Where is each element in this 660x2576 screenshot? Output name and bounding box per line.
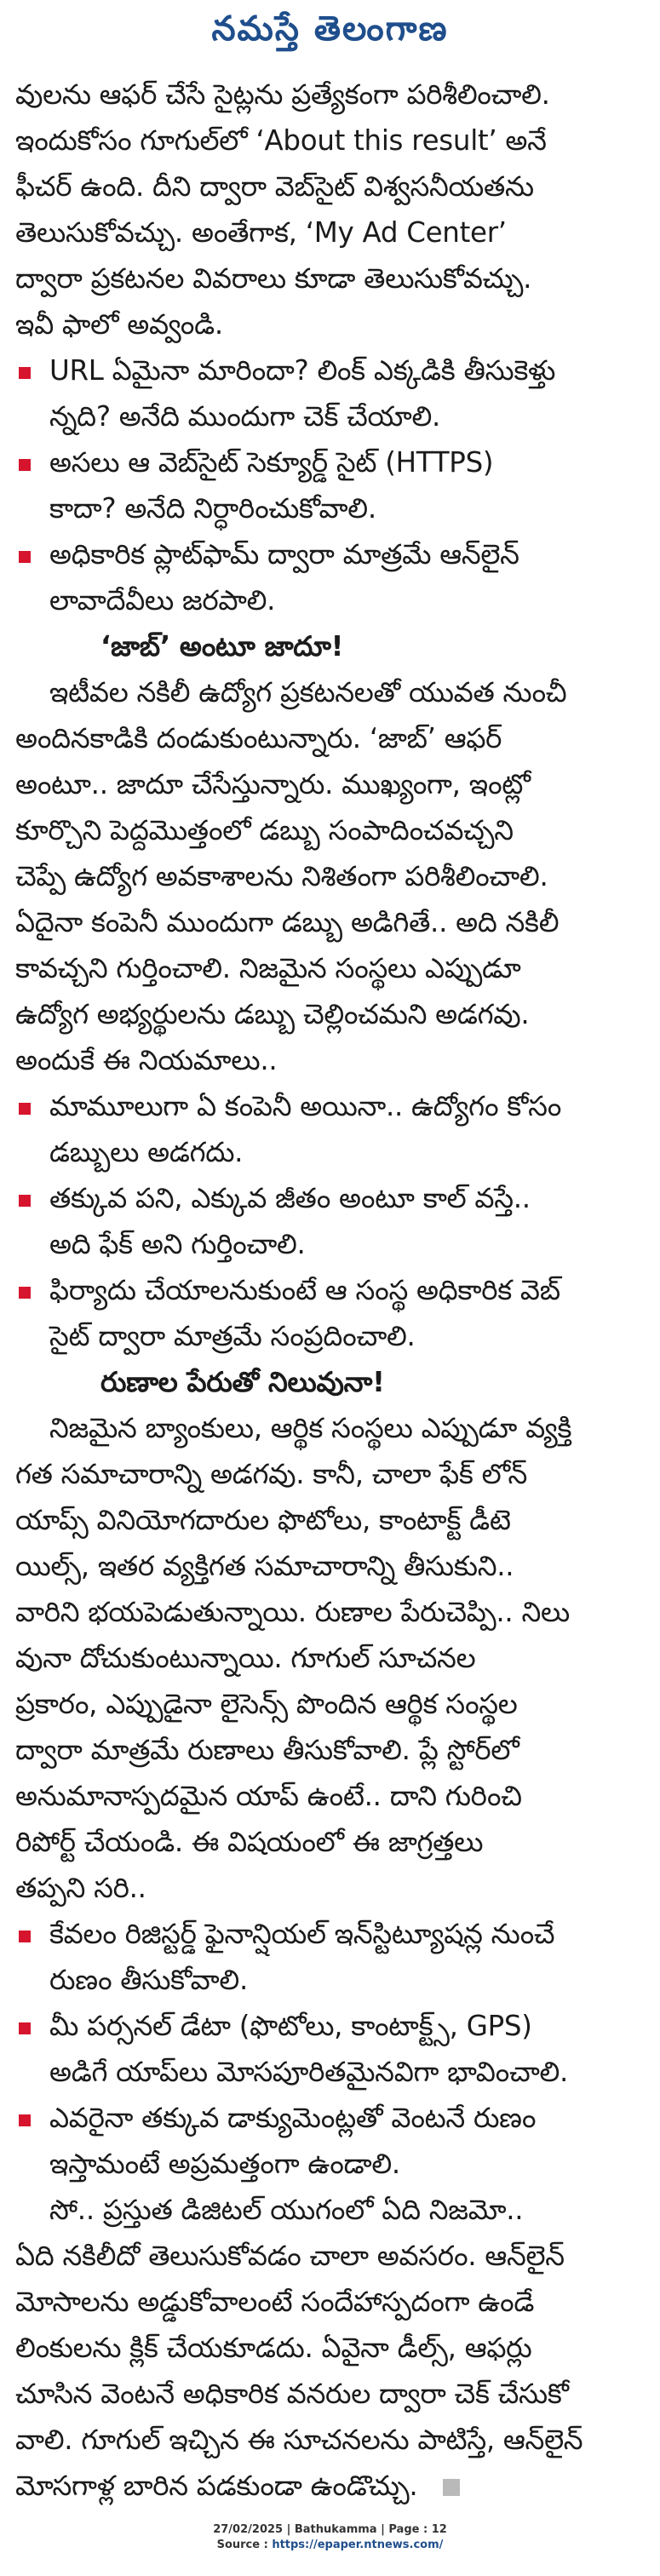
bullet-item-line: రుణం తీసుకోవాలి.	[49, 1964, 248, 1996]
paragraph-line: సో.. ప్రస్తుత డిజిటల్ యుగంలో ఏది నిజమో..	[49, 2194, 524, 2226]
bullet-item-line: కాదా? అనేది నిర్ధారించుకోవాలి.	[49, 492, 376, 525]
article-body	[15, 72, 649, 2509]
paragraph-line: వాలి. గూగుల్ ఇచ్చిన ఈ సూచనలను పాటిస్తే, ఆన్‌లైన్	[15, 2424, 583, 2456]
bullet-item-line: ఇస్తామంటే అప్రమత్తంగా ఉండాలి.	[49, 2148, 400, 2180]
paragraph-line: యాప్స్ వినియోగదారుల ఫొటోలు, కాంటాక్ట్ డీటె	[15, 1504, 511, 1536]
bullet-square-icon	[19, 1195, 31, 1207]
subheading-job: ‘జాబ్’ అంటూ జాదూ!	[100, 630, 344, 663]
masthead	[0, 0, 660, 66]
paragraph-line: ఏది నకిలీదో తెలుసుకోవడం చాలా అవసరం. ఆన్‌లైన్	[15, 2240, 565, 2272]
paragraph-line: కావచ్చని గుర్తించాలి. నిజమైన సంస్థలు ఎప్పుడూ	[15, 952, 521, 984]
bullet-item-line: ఫిర్యాదు చేయాలనుకుంటే ఆ సంస్థ అధికారిక వెబ్	[15, 1267, 649, 1313]
bullet-item-line: డబ్బులు అడగదు.	[49, 1136, 244, 1168]
bullet-item-line: సైట్ ద్వారా మాత్రమే సంప్రదించాలి.	[49, 1320, 416, 1352]
bullet-square-icon	[19, 459, 31, 471]
paragraph-line: రిపోర్ట్ చేయండి. ఈ విషయంలో ఈ జాగ్రత్తలు	[15, 1826, 484, 1858]
edition-info: 27/02/2025 | Bathukamma | Page : 12	[213, 2523, 447, 2536]
paragraph-line: లింకులను క్లిక్ చేయకూడదు. ఏవైనా డీల్స్, ఆఫర్లు	[15, 2332, 532, 2364]
paragraph-line: మోసగాళ్ల బారిన పడకుండా ఉండొచ్చు.	[15, 2463, 649, 2509]
bullet-item-line: న్నది? అనేది ముందుగా చెక్ చేయాలి.	[49, 400, 441, 433]
newspaper-title: నమస్తే తెలంగాణ	[211, 9, 449, 49]
paragraph-line: ఇందుకోసం గూగుల్‌లో ‘About this result’ అనే	[15, 124, 547, 157]
paragraph-line: ఉద్యోగ అభ్యర్థులను డబ్బు చెల్లించమని అడగవు.	[15, 998, 530, 1030]
bullet-item-line: అది ఫేక్ అని గుర్తించాలి.	[49, 1228, 306, 1260]
paragraph-line: ద్వారా మాత్రమే రుణాలు తీసుకోవాలి. ప్లే స్టోర్‌లో	[15, 1734, 519, 1766]
paragraph-line: తెలుసుకోవచ్చు. అంతేగాక, ‘My Ad Center’	[15, 216, 507, 249]
source-line	[0, 2538, 660, 2553]
paragraph-line: అందుకే ఈ నియమాలు..	[15, 1044, 278, 1076]
paragraph-line: అంటూ.. జాదూ చేసేస్తున్నారు. ముఖ్యంగా, ఇంట్లో	[15, 768, 531, 800]
bullet-square-icon	[19, 2114, 31, 2126]
paragraph-line: చూసిన వెంటనే అధికారిక వనరుల ద్వారా చెక్ చేసుకో	[15, 2378, 569, 2410]
paragraph-line: చెప్పే ఉద్యోగ అవకాశాలను నిశితంగా పరిశీలించాలి.	[15, 860, 548, 892]
paragraph-line: ద్వారా ప్రకటనల వివరాలు కూడా తెలుసుకోవచ్చు.	[15, 262, 532, 295]
end-of-article-icon	[443, 2479, 460, 2496]
bullet-item-line: URL ఏమైనా మారిందా? లింక్ ఎక్కడికి తీసుకెళ్తు	[15, 347, 649, 393]
bullet-item-line: లావాదేవీలు జరపాలి.	[49, 584, 276, 617]
bullet-square-icon	[19, 1287, 31, 1299]
bullet-square-icon	[19, 551, 31, 563]
source-label: Source :	[216, 2539, 273, 2551]
paragraph-line: మోసాలను అడ్డుకోవాలంటే సందేహాస్పదంగా ఉండే	[15, 2286, 535, 2318]
subheading-loans: రుణాల పేరుతో నిలువునా!	[100, 1366, 385, 1398]
paragraph-line: కూర్చొని పెద్దమొత్తంలో డబ్బు సంపాదించవచ్చని	[15, 814, 514, 846]
paragraph-line: వునా దోచుకుంటున్నాయి. గూగుల్ సూచనల	[15, 1642, 476, 1674]
paragraph-line: వులను ఆఫర్ చేసే సైట్లను ప్రత్యేకంగా పరిశీలించాలి.	[15, 78, 550, 111]
bullet-square-icon	[19, 367, 31, 379]
bullet-square-icon	[19, 1931, 31, 1942]
paragraph-line: ప్రకారం, ఎప్పుడైనా లైసెన్స్ పొందిన ఆర్థిక సంస్థల	[15, 1688, 518, 1720]
source-link[interactable]: https://epaper.ntnews.com/	[272, 2539, 444, 2551]
bullet-item-line: అడిగే యాప్‌లు మోసపూరితమైనవిగా భావించాలి.	[49, 2056, 569, 2088]
bullet-item-line: ఎవరైనా తక్కువ డాక్యుమెంట్లతో వెంటనే రుణం	[15, 2095, 649, 2141]
paragraph-line: వారిని భయపెడుతున్నాయి. రుణాల పేరుచెప్పి.. నిలు	[15, 1596, 570, 1628]
bullet-item-line: కేవలం రిజిస్టర్డ్ ఫైనాన్షియల్ ఇన్‌స్టిట్యూషన్ల నుంచే	[15, 1911, 649, 1957]
bullet-item-line: మీ పర్సనల్ డేటా (ఫొటోలు, కాంటాక్ట్స్, GPS)	[15, 2003, 649, 2049]
bullet-item-line: అసలు ఆ వెబ్‌సైట్ సెక్యూర్డ్ సైట్ (HTTPS)	[15, 439, 649, 485]
paragraph-line: ఇటీవల నకిలీ ఉద్యోగ ప్రకటనలతో యువత నుంచీ	[49, 676, 567, 709]
bullet-item-line: మామూలుగా ఏ కంపెనీ అయినా.. ఉద్యోగం కోసం	[15, 1083, 649, 1129]
paragraph-line: తప్పని సరి..	[15, 1872, 146, 1904]
paragraph-line: గత సమాచారాన్ని అడగవు. కానీ, చాలా ఫేక్ లోన్	[15, 1458, 527, 1490]
paragraph-line: ఏదైనా కంపెనీ ముందుగా డబ్బు అడిగితే.. అది నకిలీ	[15, 906, 560, 938]
paragraph-line: యిల్స్, ఇతర వ్యక్తిగత సమాచారాన్ని తీసుకుని..	[15, 1550, 514, 1582]
paragraph-line: నిజమైన బ్యాంకులు, ఆర్థిక సంస్థలు ఎప్పుడూ వ్యక్తి	[49, 1412, 572, 1444]
bullet-square-icon	[19, 2022, 31, 2034]
paragraph-line: అందినకాడికి దండుకుంటున్నారు. ‘జాబ్’ ఆఫర్	[15, 722, 502, 754]
paragraph-line: ఫీచర్ ఉంది. దీని ద్వారా వెబ్‌సైట్ విశ్వసనీయతను	[15, 170, 534, 203]
paragraph-line: అనుమానాస్పదమైన యాప్ ఉంటే.. దాని గురించి	[15, 1780, 522, 1812]
bullet-item-line: అధికారిక ప్లాట్‌ఫామ్ ద్వారా మాత్రమే ఆన్‌లైన్	[15, 531, 649, 577]
paragraph-line: ఇవీ ఫాలో అవ్వండి.	[15, 308, 223, 341]
bullet-square-icon	[19, 1103, 31, 1115]
bullet-item-line: తక్కువ పని, ఎక్కువ జీతం అంటూ కాల్ వస్తే..	[15, 1175, 649, 1221]
page-footer	[0, 2522, 660, 2553]
